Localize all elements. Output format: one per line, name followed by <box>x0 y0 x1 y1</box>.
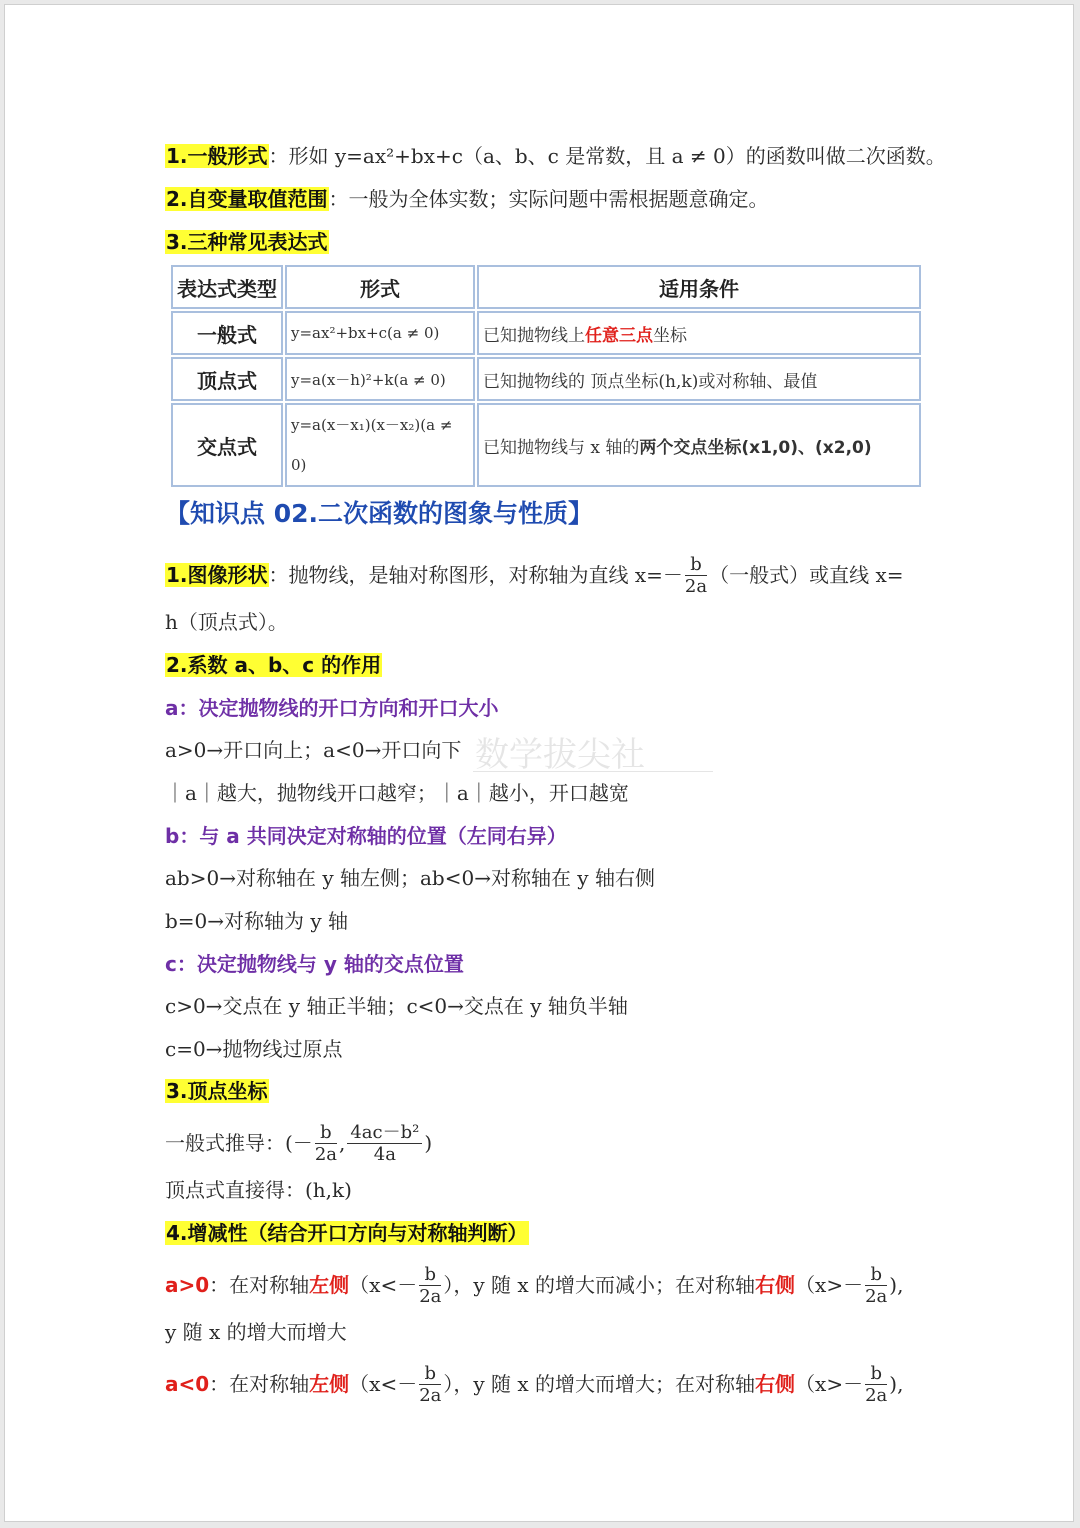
fraction <box>347 1123 422 1166</box>
c-line-2: c=0→抛物线过原点 <box>165 1037 343 1061</box>
condition-text: 已知抛物线上 <box>483 325 585 346</box>
condition-text: 已知抛物线与 x 轴的 <box>483 437 640 458</box>
pos-a-text-2: ），y 随 x 的增大而减小；在对称轴 <box>443 1273 756 1297</box>
neg-a-label: a<0 <box>165 1372 210 1396</box>
fraction <box>315 1123 337 1166</box>
fraction-numerator: 4ac－b² <box>347 1123 422 1144</box>
c-line-1: c>0→交点在 y 轴正半轴；c<0→交点在 y 轴负半轴 <box>165 994 628 1018</box>
a-line-1: a>0→开口向上；a<0→开口向下 <box>165 738 462 762</box>
coef-label: 2.系数 a、b、c 的作用 <box>166 653 382 677</box>
c-heading: c：决定抛物线与 y 轴的交点位置 <box>165 952 464 976</box>
vertex-label: 3.顶点坐标 <box>166 1079 268 1103</box>
watermark-underline <box>473 771 713 772</box>
general-form-text: ：形如 y=ax²+bx+c（a、b、c 是常数，且 a ≠ 0）的函数叫做二次函数。 <box>268 144 946 168</box>
table-header-condition: 适用条件 <box>477 265 921 309</box>
table-cell-type: 一般式 <box>171 311 283 355</box>
table-header-form: 形式 <box>285 265 475 309</box>
neg-a-line <box>165 1364 903 1407</box>
fraction-denominator: 2a <box>419 1286 442 1307</box>
neg-a-text-2: ），y 随 x 的增大而增大；在对称轴 <box>443 1372 756 1396</box>
table-cell-condition <box>477 403 921 487</box>
a-heading: a：决定抛物线的开口方向和开口大小 <box>165 696 499 720</box>
gt-text: （x>－ <box>795 1372 864 1396</box>
a-line-2: ｜a｜越大，抛物线开口越窄；｜a｜越小，开口越宽 <box>165 781 629 805</box>
fraction-denominator: 2a <box>684 576 708 597</box>
close-paren: ), <box>889 1273 904 1297</box>
general-form-line <box>165 141 946 171</box>
vertex-close: ) <box>424 1131 433 1155</box>
right-side-label: 右侧 <box>755 1273 796 1297</box>
table-cell-form: y=a(x－x₁)(x－x₂)(a ≠ 0) <box>285 403 475 487</box>
three-forms-line <box>165 227 329 257</box>
fraction <box>865 1265 887 1308</box>
b-line-1: ab>0→对称轴在 y 轴左侧；ab<0→对称轴在 y 轴右侧 <box>165 866 655 890</box>
right-side-label: 右侧 <box>755 1372 796 1396</box>
fraction <box>419 1364 441 1407</box>
left-side-label: 左侧 <box>309 1372 350 1396</box>
condition-highlight: 任意三点 <box>585 325 653 346</box>
condition-bold: 两个交点坐标(x1,0)、(x2,0) <box>639 437 872 458</box>
section-title: 【知识点 02.二次函数的图象与性质】 <box>165 499 593 528</box>
neg-a-text-1: ：在对称轴 <box>209 1372 310 1396</box>
domain-line <box>165 184 769 214</box>
table-cell-form: y=a(x－h)²+k(a ≠ 0) <box>285 357 475 401</box>
table-cell-type: 顶点式 <box>171 357 283 401</box>
document-page <box>4 4 1074 1522</box>
general-form-label: 1.一般形式 <box>166 144 268 168</box>
table-cell-condition <box>477 311 921 355</box>
fraction-numerator: b <box>685 555 707 576</box>
gt-text: （x>－ <box>795 1273 864 1297</box>
fraction-numerator: b <box>315 1123 337 1144</box>
pos-a-label: a>0 <box>165 1273 210 1297</box>
table-cell-condition: 已知抛物线的 顶点坐标(h,k)或对称轴、最值 <box>477 357 921 401</box>
b-line-2: b=0→对称轴为 y 轴 <box>165 909 349 933</box>
condition-text-end: 坐标 <box>653 325 687 346</box>
pos-a-line <box>165 1265 903 1308</box>
fraction-denominator: 2a <box>419 1385 442 1406</box>
fraction <box>419 1265 441 1308</box>
left-side-label: 左侧 <box>309 1273 350 1297</box>
table-header-row <box>171 265 921 309</box>
table-cell-form: y=ax²+bx+c(a ≠ 0) <box>285 311 475 355</box>
table-row <box>171 311 921 355</box>
pos-a-text-1: ：在对称轴 <box>209 1273 310 1297</box>
lt-text: （x<－ <box>349 1372 418 1396</box>
table-row <box>171 357 921 401</box>
shape-text-b: （一般式）或直线 x= <box>709 563 904 587</box>
vertex-general-pre: 一般式推导：(－ <box>165 1131 313 1155</box>
expression-table <box>169 263 923 489</box>
table-header-type: 表达式类型 <box>171 265 283 309</box>
table-row <box>171 403 921 487</box>
fraction-denominator: 4a <box>373 1144 396 1165</box>
vertex-line <box>165 1076 269 1106</box>
vertex-general-line <box>165 1123 432 1166</box>
fraction-numerator: b <box>865 1265 887 1286</box>
b-heading: b：与 a 共同决定对称轴的位置（左同右异） <box>165 824 567 848</box>
shape-line-cont: h（顶点式）。 <box>165 610 288 634</box>
fraction-numerator: b <box>419 1265 441 1286</box>
coef-line <box>165 650 382 680</box>
monotonic-label: 4.增减性（结合开口方向与对称轴判断） <box>166 1221 528 1245</box>
monotonic-line <box>165 1218 529 1248</box>
shape-line <box>165 555 904 598</box>
vertex-direct-line: 顶点式直接得：(h,k) <box>165 1178 352 1202</box>
fraction-denominator: 2a <box>314 1144 337 1165</box>
fraction-numerator: b <box>865 1364 887 1385</box>
lt-text: （x<－ <box>349 1273 418 1297</box>
shape-text-a: ：抛物线，是轴对称图形，对称轴为直线 x=－ <box>268 563 683 587</box>
fraction-denominator: 2a <box>865 1385 888 1406</box>
shape-label: 1.图像形状 <box>166 563 268 587</box>
fraction <box>685 555 707 598</box>
vertex-comma: , <box>339 1131 346 1155</box>
domain-label: 2.自变量取值范围 <box>166 187 328 211</box>
table-cell-type: 交点式 <box>171 403 283 487</box>
watermark: 数学拔尖社 <box>475 735 645 775</box>
fraction <box>865 1364 887 1407</box>
fraction-numerator: b <box>419 1364 441 1385</box>
three-forms-label: 3.三种常见表达式 <box>166 230 328 254</box>
close-paren: ), <box>889 1372 904 1396</box>
fraction-denominator: 2a <box>865 1286 888 1307</box>
domain-text: ：一般为全体实数；实际问题中需根据题意确定。 <box>328 187 769 211</box>
pos-a-line-2: y 随 x 的增大而增大 <box>165 1320 347 1344</box>
